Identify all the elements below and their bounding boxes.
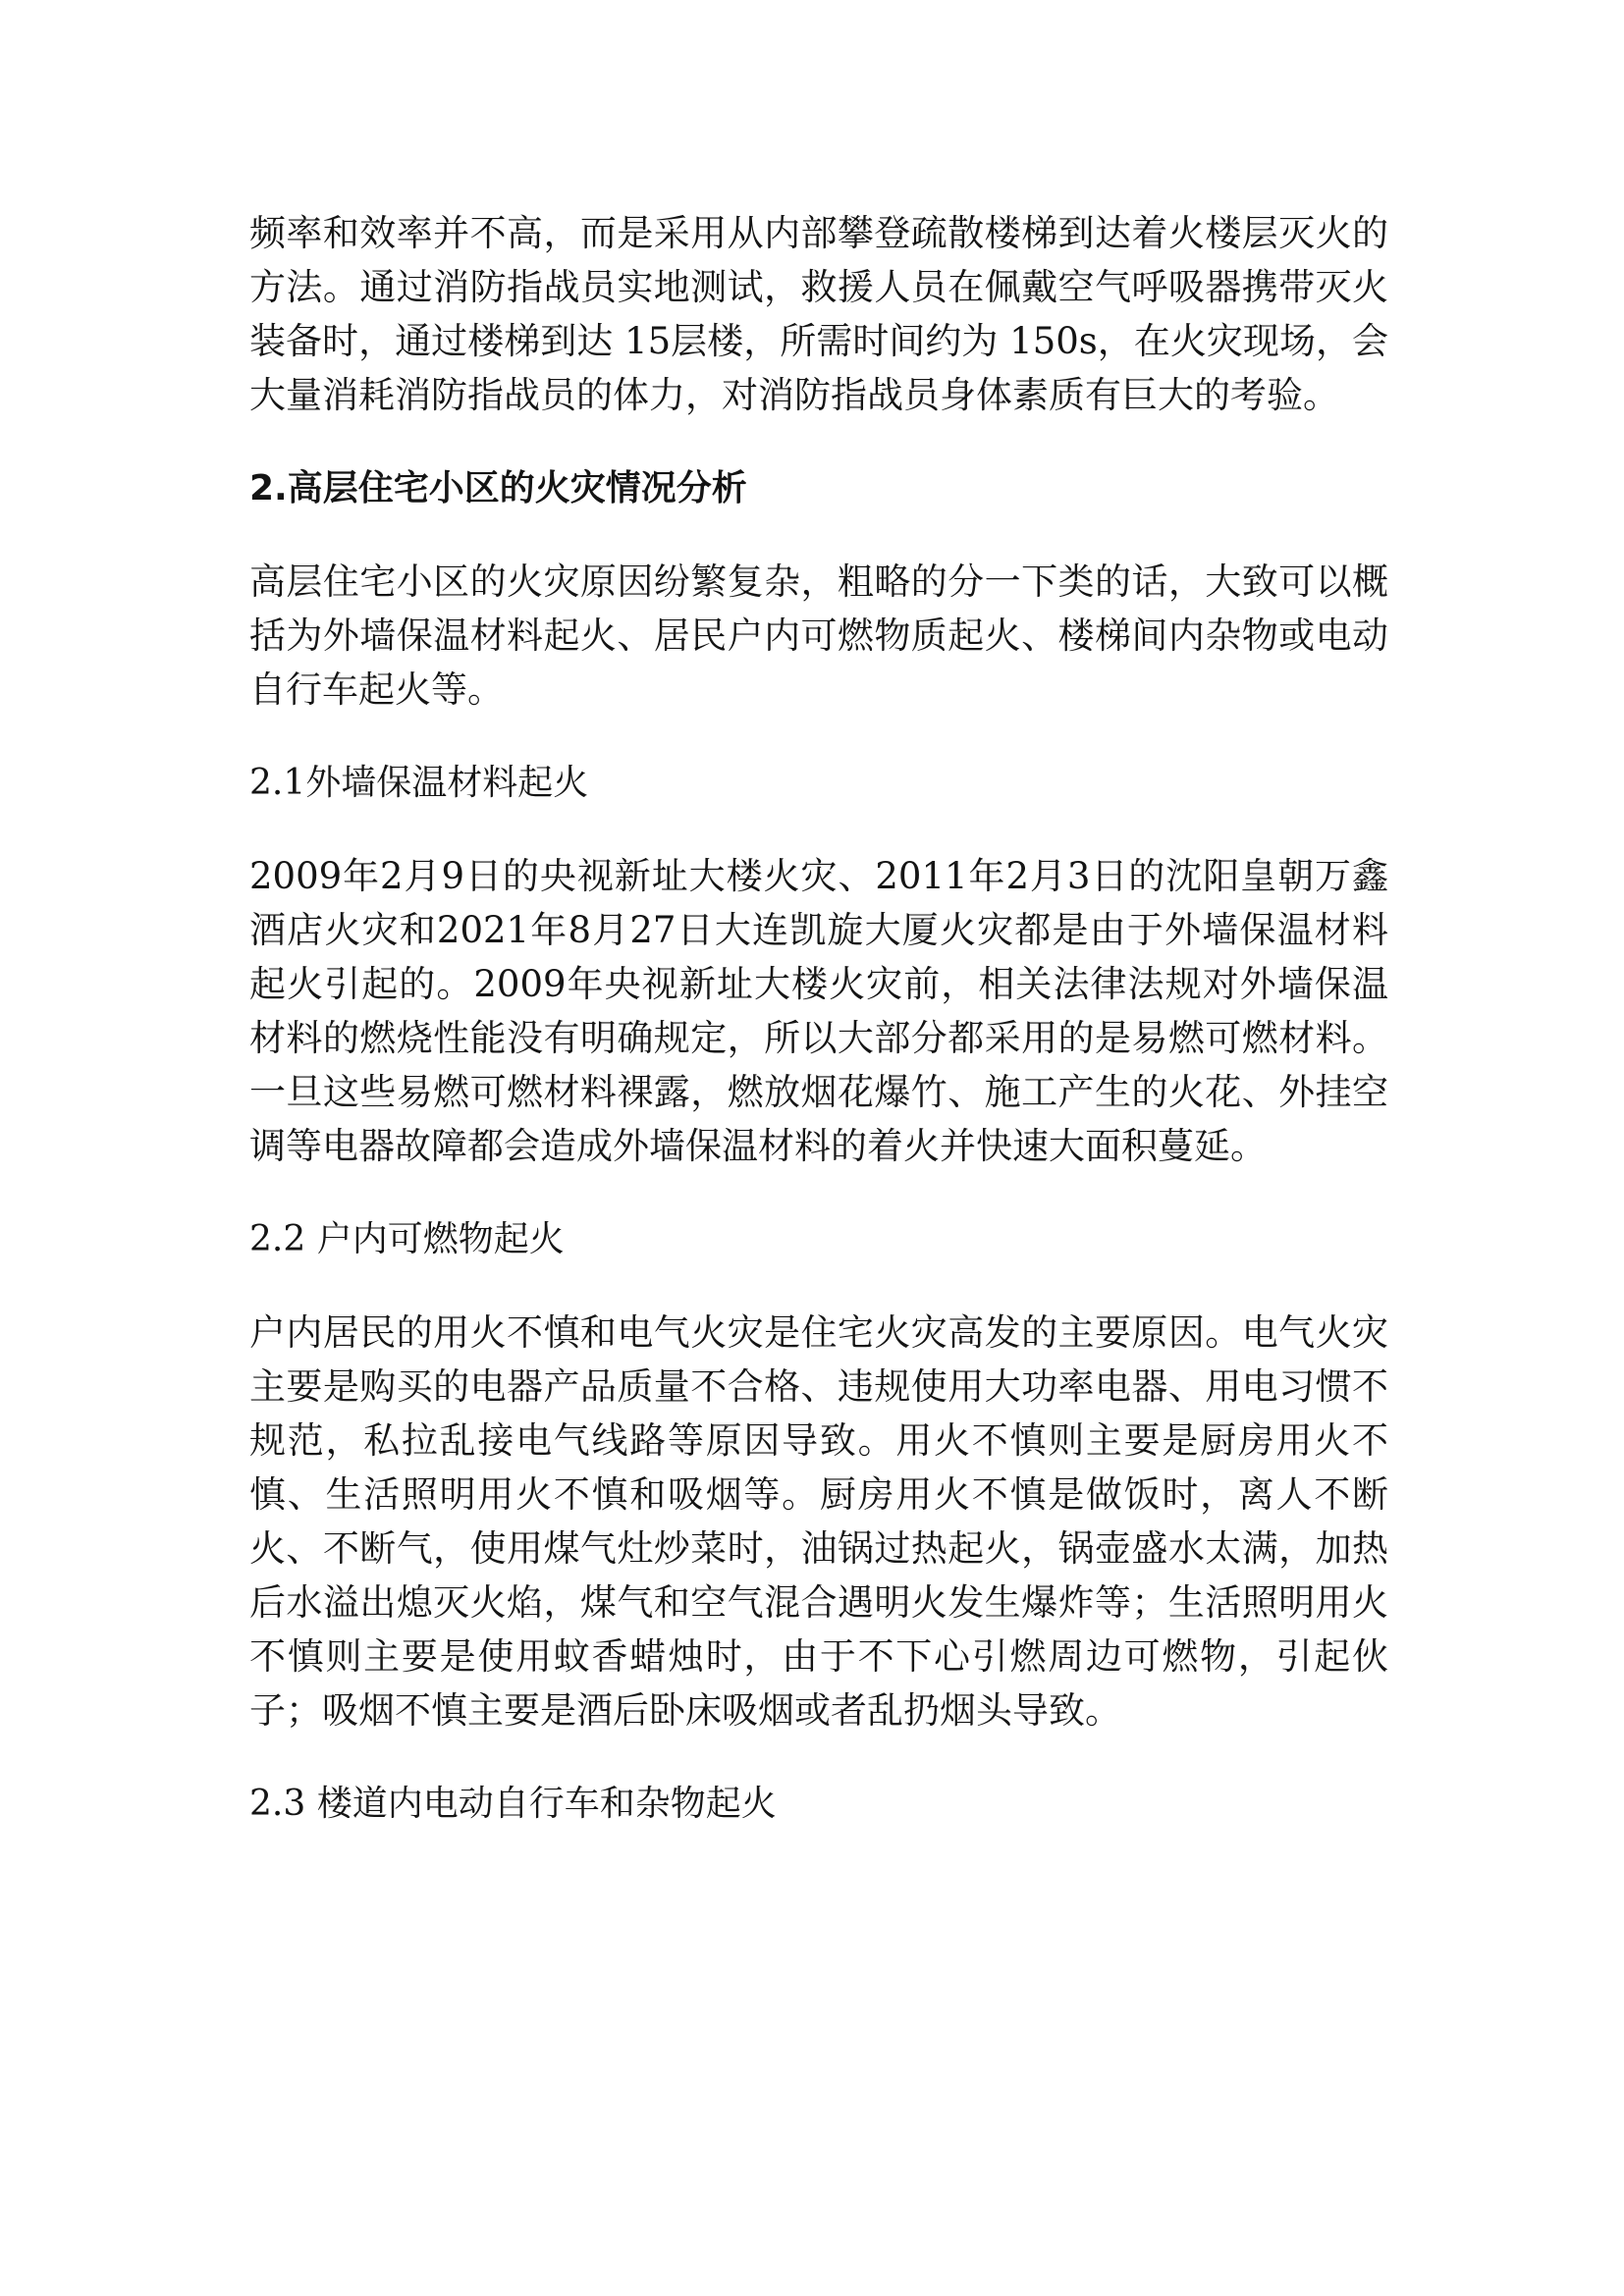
section-heading-fire-analysis: 2.高层住宅小区的火灾情况分析 [249, 468, 747, 508]
document-page [249, 206, 1388, 1870]
paragraph-indoor-fires: 户内居民的用火不慎和电气火灾是住宅火灾高发的主要原因。电气火灾主要是购买的电器产品质量不合格、违规使用大功率电器、用电习惯不规范，私拉乱接电气线路等原因导致。用火不慎则主要是厨房用火不慎、生活照明用火不慎和吸烟等。厨房用火不慎是做饭时，离人不断火、不断气，使用煤气灶炒菜时，油锅过热起火，锅壶盛水太满，加热后水溢出熄灭火焰，煤气和空气混合遇明火发生爆炸等；生活照明用火不慎则主要是使用蚊香蜡烛时，由于不下心引燃周边可燃物，引起伙子；吸烟不慎主要是酒后卧床吸烟或者乱扔烟头导致。 [249, 1311, 1388, 1732]
paragraph-insulation-fires: 2009年2月9日的央视新址大楼火灾、2011年2月3日的沈阳皇朝万鑫酒店火灾和2021年8月27日大连凯旋大厦火灾都是由于外墙保温材料起火引起的。2009年央视新址大楼火灾前，相关法律法规对外墙保温材料的燃烧性能没有明确规定，所以大部分都采用的是易燃可燃材料。一旦这些易燃可燃材料裸露，燃放烟花爆竹、施工产生的火花、外挂空调等电器故障都会造成外墙保温材料的着火并快速大面积蔓延。 [249, 855, 1388, 1167]
paragraph-rescue-stairs: 频率和效率并不高，而是采用从内部攀登疏散楼梯到达着火楼层灭火的方法。通过消防指战员实地测试，救援人员在佩戴空气呼吸器携带灭火装备时，通过楼梯到达 15层楼，所需时间约为 150s，在火灾现场，会大量消耗消防指战员的体力，对消防指战员身体素质有巨大的考验。 [249, 212, 1388, 416]
subsection-heading-insulation: 2.1外墙保温材料起火 [249, 763, 589, 803]
subsection-heading-indoor: 2.2 户内可燃物起火 [249, 1219, 565, 1259]
subsection-heading-corridor: 2.3 楼道内电动自行车和杂物起火 [249, 1784, 777, 1824]
paragraph-fire-causes: 高层住宅小区的火灾原因纷繁复杂，粗略的分一下类的话，大致可以概括为外墙保温材料起火、居民户内可燃物质起火、楼梯间内杂物或电动自行车起火等。 [249, 561, 1388, 711]
